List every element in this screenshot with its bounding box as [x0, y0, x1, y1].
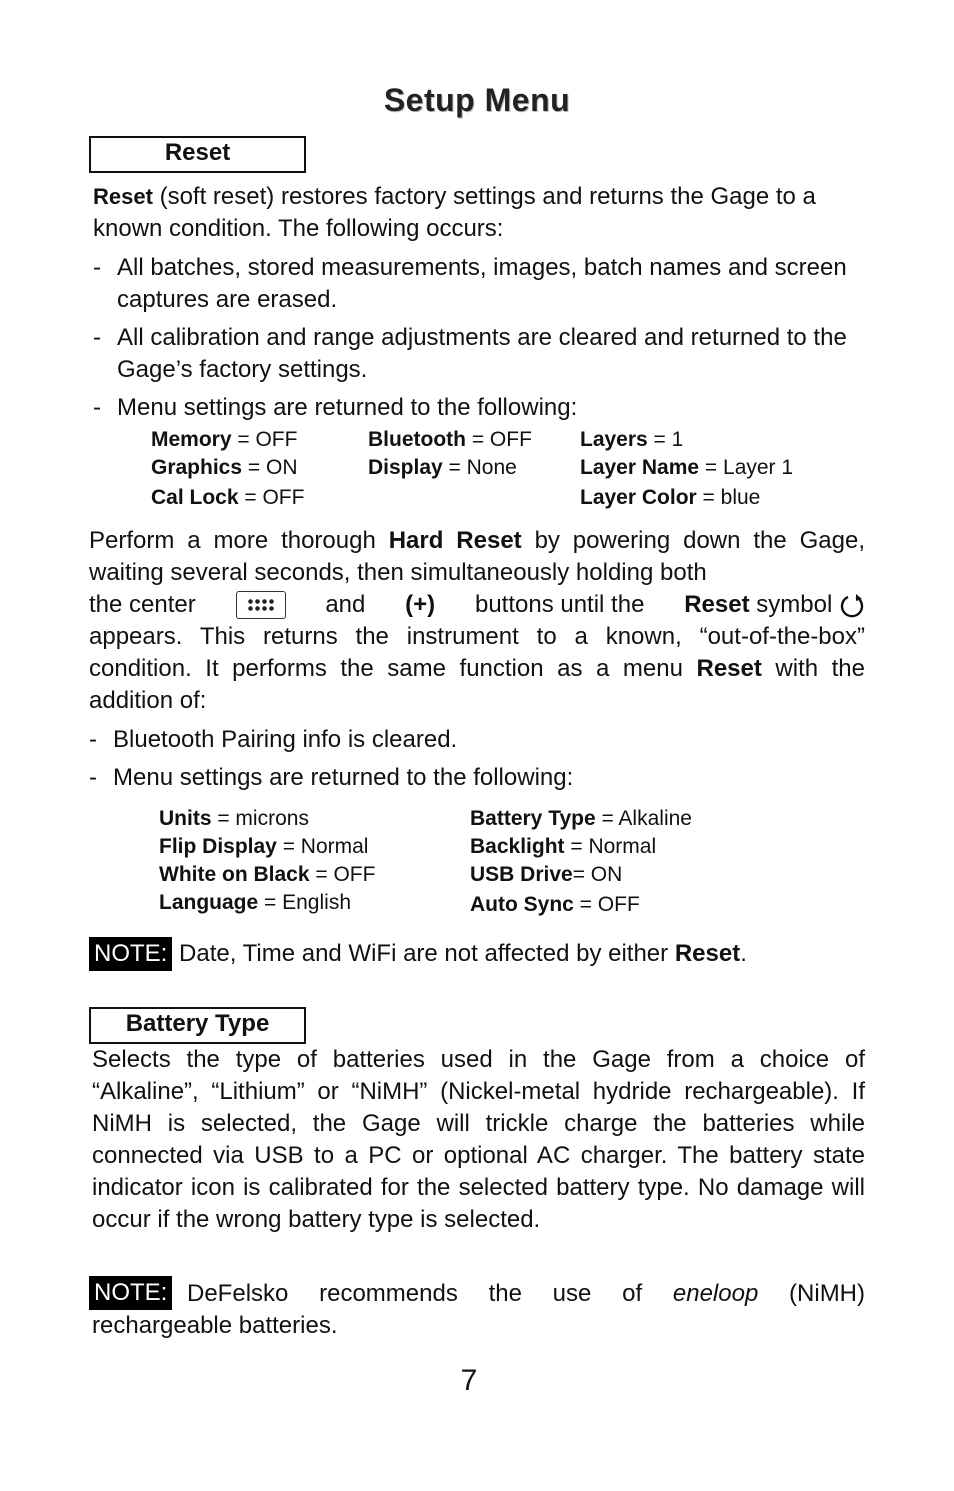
setting-layers: Layers = 1 [580, 428, 684, 451]
bullet-dash: - [89, 726, 97, 753]
note-reset: NOTE: Date, Time and WiFi are not affected by either Reset. [89, 937, 865, 971]
battery-type-body: Selects the type of batteries used in the Gage from a choice of “Alkaline”, “Lithium” or “NiMH” (Nickel-metal hydride rechargeable). If NiMH is selected, the Gage will trickle charge the batteries while connected via USB to a PC or optional AC charger. The battery state indicator icon is calibrated for the selected battery type. No damage will occur if the wrong battery type is selected. [92, 1046, 865, 1233]
list-item [93, 322, 865, 386]
bullet-text: All batches, stored measurements, images, batch names and screen captures are erased. [117, 254, 847, 313]
bullet-text: Menu settings are returned to the following: [117, 394, 578, 421]
bullet-text: Bluetooth Pairing info is cleared. [113, 726, 458, 753]
setting-auto-sync: Auto Sync = OFF [470, 893, 640, 916]
note-battery-line-2: rechargeable batteries. [92, 1312, 338, 1339]
battery-type-heading: Battery Type [89, 1007, 306, 1044]
setting-display: Display = None [368, 456, 517, 479]
reset-heading: Reset [89, 136, 306, 173]
bullet-dash: - [89, 764, 97, 791]
note-battery-label-wrap [89, 1276, 172, 1310]
bullet-dash: - [93, 394, 101, 421]
note-label: NOTE: [89, 937, 172, 971]
bullet-dash: - [93, 254, 101, 281]
page-number: 7 [460, 1364, 478, 1397]
setting-graphics: Graphics = ON [151, 456, 298, 479]
setting-bluetooth: Bluetooth = OFF [368, 428, 532, 451]
reset-intro-text: (soft reset) restores factory settings and returns the Gage to a known condition. The following occurs: [93, 183, 816, 242]
setting-cal-lock: Cal Lock = OFF [151, 486, 305, 509]
bullet-dash: - [93, 324, 101, 351]
list-item [89, 762, 865, 794]
setting-battery-type: Battery Type = Alkaline [470, 807, 692, 830]
setting-layer-name: Layer Name = Layer 1 [580, 456, 794, 479]
note-label: NOTE: [89, 1276, 172, 1310]
setting-units: Units = microns [159, 807, 309, 830]
bullet-text: Menu settings are returned to the following: [113, 764, 574, 791]
page-title: Setup Menu [383, 82, 571, 118]
list-item [89, 724, 865, 756]
hard-reset-line-3: appears. This returns the instrument to a known, “out-of-the-box” condition. It performs the same function as a menu Reset with the addition of: [89, 623, 865, 714]
setting-layer-color: Layer Color = blue [580, 486, 761, 509]
reset-intro [93, 181, 865, 245]
setting-usb-drive: USB Drive= ON [470, 863, 623, 886]
setting-memory: Memory = OFF [151, 428, 298, 451]
note-battery-line-1: DeFelsko recommends the use of eneloop (NiMH) [187, 1280, 866, 1307]
bullet-text: All calibration and range adjustments are cleared and returned to the Gage’s factory settings. [117, 324, 847, 383]
center-button-icon [236, 591, 286, 619]
setting-language: Language = English [159, 891, 351, 914]
setting-backlight: Backlight = Normal [470, 835, 657, 858]
hard-reset-line-1: Perform a more thorough Hard Reset by powering down the Gage, waiting several seconds, then simultaneously holding both [89, 527, 866, 586]
setting-white-on-black: White on Black = OFF [159, 863, 376, 886]
list-item [93, 252, 865, 316]
reset-intro-bold: Reset [93, 184, 153, 209]
reset-symbol-icon [839, 593, 865, 619]
list-item [93, 392, 865, 424]
hard-reset-line-2: the center and (+) buttons until the Reset symbol [89, 589, 865, 621]
setting-flip-display: Flip Display = Normal [159, 835, 369, 858]
